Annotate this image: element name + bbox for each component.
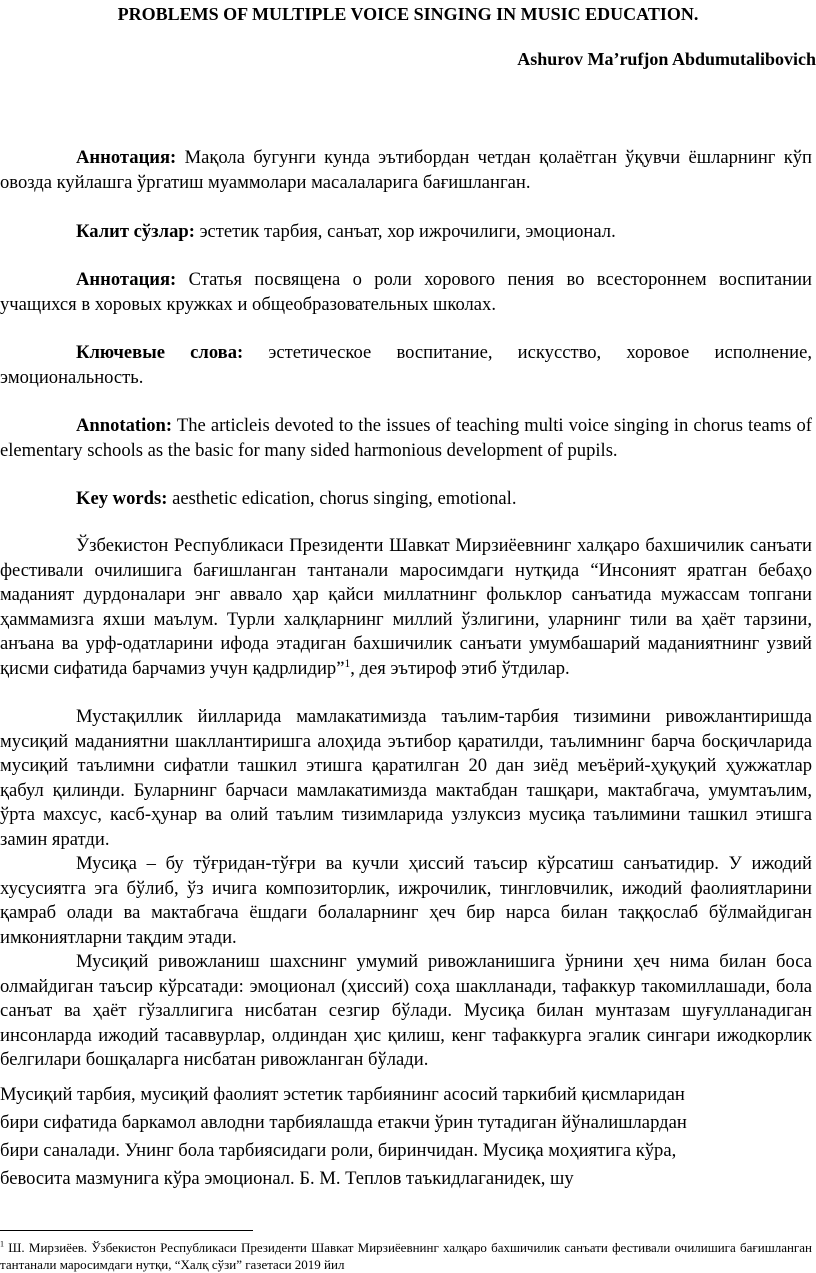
abstract-uz-text: Мақола бугунги кунда эътибордан четдан қолаётган ўқувчи ёшларнинг кўп овозда куйлашга ўргатиш муаммолари масалаларига бағишланган. [0, 147, 812, 193]
keywords-en [0, 487, 812, 512]
abstract-en [0, 414, 812, 463]
keywords-ru [0, 341, 812, 390]
abstract-uz [0, 146, 812, 195]
keywords-en-text: aesthetic edication, chorus singing, emotional. [167, 488, 517, 509]
author-name: Ashurov Ma’rufjon Abdumutalibovich [517, 49, 816, 69]
abstract-ru-text: Статья посвящена о роли хорового пения во всестороннем воспитании учащихся в хоровых кружках и общеобразовательных школах. [0, 269, 812, 315]
body-p1-text: Ўзбекистон Республикаси Президенти Шавкат Мирзиёевнинг халқаро бахшичилик санъати фестивали очилишига бағишланган тантанали маросимдаги нутқида “Инсоният яратган бебаҳо маданият дурдоналари энг аввало ҳар қайси миллатнинг фольклор санъатида мужассам топгани ҳаммамизга яхши маълум. Турли халқларнинг миллий ўзлигини, уларнинг тили ва ҳаёт тарзини, анъана ва урф-одатларини ифода этадиган бахшичилик санъати умумбашарий маданиятнинг узвий қисми сифатида барчамиз учун қадрлидир” [0, 535, 812, 679]
body-paragraph-4: Мусиқий ривожланиш шахснинг умумий ривожланишига ўрнини ҳеч нима билан боса олмайдиган таъсир кўрсатади: эмоционал (ҳиссий) соҳа шаклланади, тафаккур такомиллашади, бола санъат ва ҳаёт гўзаллигига нисбатан сезгир бўлади. Мусиқа билан мунтазам шуғулланадиган инсонларда ижодий тасаввурлар, олдиндан ҳис қилиш, кенг тафаккурга эгалик сингари ижодкорлик белгилари бошқаларга нисбатан ривожланган бўлади. [0, 951, 812, 1071]
footnote [0, 1239, 812, 1273]
body-p5-line: бири сифатида баркамол авлодни тарбиялашда етакчи ўрин тутадиган йўналишлардан [0, 1112, 687, 1133]
abstract-ru-label: Аннотация: [76, 269, 177, 290]
body-paragraph-2: Мустақиллик йилларида мамлакатимизда таълим-тарбия тизимини ривожлантиришда мусиқий маданиятни шакллантиришга алоҳида эътибор қаратилди, таълимнинг барча босқичларида мусиқий таълимни сифатли ташкил этишга қаратилган 20 дан зиёд меъёрий-ҳуқуқий ҳужжатлар қабул қилинди. Буларнинг барчаси мамлакатимизда мактабдан ташқари, мактабгача, умумтаълим, ўрта махсус, касб-ҳунар ва олий таълим тизимларида узлуксиз мусиқа таълимини ташкил этишга замин яратди. [0, 706, 812, 850]
body-p5-line: бевосита мазмунига кўра эмоционал. Б. М. Теплов таъкидлаганидек, шу [0, 1168, 574, 1189]
body-p1-tail: , дея эътироф этиб ўтдилар. [350, 657, 570, 679]
keywords-en-label: Key words: [76, 488, 168, 509]
footnote-reference: 1 [344, 657, 351, 670]
paper-title: PROBLEMS OF MULTIPLE VOICE SINGING IN MUSIC EDUCATION. [117, 4, 699, 24]
footnote-mark: 1 [0, 1239, 5, 1249]
keywords-uz [0, 220, 812, 245]
abstract-en-text: The articleis devoted to the issues of teaching multi voice singing in chorus teams of elementary schools as the basic for many sided harmonious development of pupils. [0, 415, 812, 461]
keywords-ru-text: эстетическое воспитание, искусство, хоровое исполнение, эмоциональность. [0, 342, 812, 388]
keywords-uz-label: Калит сўзлар: [76, 221, 195, 242]
footnote-separator [0, 1230, 253, 1231]
body-p5-line: Мусиқий тарбия, мусиқий фаолият эстетик тарбиянинг асосий таркибий қисмларидан [0, 1084, 685, 1105]
keywords-uz-text: эстетик тарбия, санъат, хор ижрочилиги, эмоционал. [194, 221, 616, 242]
keywords-ru-label: Ключевые слова: [76, 342, 244, 363]
body-paragraph-5 [0, 1083, 790, 1195]
footnote-text: Ш. Мирзиёев. Ўзбекистон Республикаси Президенти Шавкат Мирзиёевнинг халқаро бахшичилик санъати фестивали очилишига бағишланган тантанали маросимдаги нутқи, “Халқ сўзи” газетаси 2019 йил [0, 1240, 812, 1272]
abstract-en-label: Annotation: [76, 415, 173, 436]
body-paragraph-3: Мусиқа – бу тўғридан-тўғри ва кучли ҳиссий таъсир кўрсатиш санъатидир. У ижодий хусусиятга эга бўлиб, ўз ичига композиторлик, ижрочилик, тингловчилик, ижодий фаолиятларини қамраб олади ва мактабгача ёшдаги болаларнинг ҳеч бир нарса билан таққослаб бўлмайдиган имкониятларни тақдим этади. [0, 853, 812, 948]
body-p5-line: бири саналади. Унинг бола тарбиясидаги роли, биринчидан. Мусиқа моҳиятига кўра, [0, 1140, 677, 1161]
abstract-uz-label: Аннотация: [76, 147, 177, 168]
abstract-ru [0, 268, 812, 317]
body-paragraph-1 [0, 534, 812, 682]
